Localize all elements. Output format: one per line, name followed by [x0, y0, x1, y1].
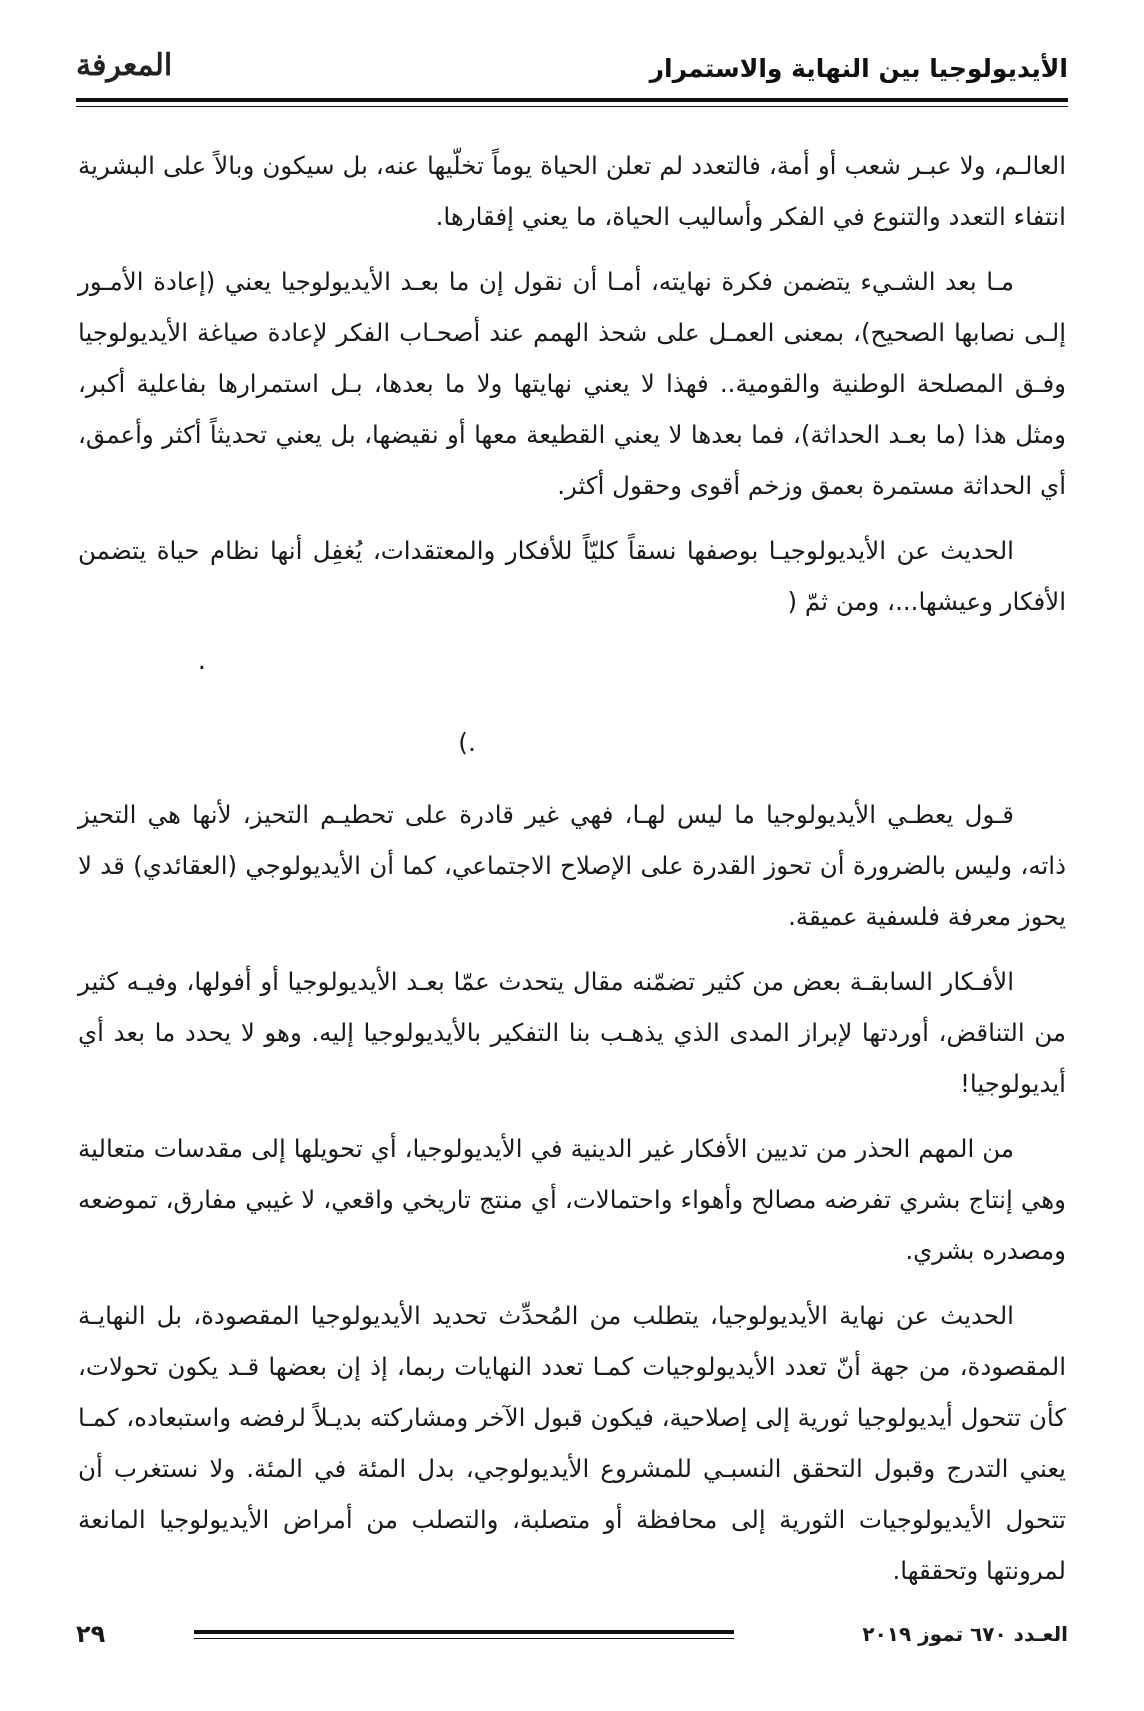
header-rule-thin	[76, 106, 1068, 107]
blank-gap	[78, 641, 1066, 779]
footer-rule-thick	[194, 1630, 734, 1634]
footer-rule-thin	[194, 1638, 734, 1639]
running-title: الأيديولوجيا بين النهاية والاستمرار	[649, 54, 1068, 83]
paragraph-1: العالـم، ولا عبـر شعب أو أمة، فالتعدد لم تعلن الحياة يوماً تخلّيها عنه، بل سيكون وبالاً على البشرية انتفاء التعدد والتنوع في الفكر وأساليب الحياة، ما يعني إفقارها.	[78, 151, 1066, 231]
page-header	[76, 44, 1068, 96]
page-footer	[76, 1620, 1068, 1660]
header-rule-thick	[76, 98, 1068, 102]
paragraph-2: مـا بعد الشـيء يتضمن فكرة نهايته، أمـا أن نقول إن ما بعـد الأيديولوجيا يعني (إعادة الأمـور إلـى نصابها الصحيح)، بمعنى العمـل على شحذ الهمم عند أصحـاب الفكر لإعادة صياغة الأيديولوجيا وفـق المصلحة الوطنية والقومية.. فهذا لا يعني نهايتها ولا ما بعدها، بـل استمرارها بفاعلية أكبر، ومثل هذا (ما بعـد الحداثة)، فما بعدها لا يعني القطيعة معها أو نقيضها، بل يعني تحديثاً أكثر وأعمق، أي الحداثة مستمرة بعمق وزخم أقوى وحقول أكثر.	[78, 267, 1066, 500]
paragraph-7: الحديث عن نهاية الأيديولوجيا، يتطلب من المُحدِّث تحديد الأيديولوجيا المقصودة، بل النهايـة المقصودة، من جهة أنّ تعدد الأيديولوجيات كمـا تعدد النهايات ربما، إذ إن بعضها قـد يكون تحولات، كأن تتحول أيديولوجيا ثورية إلى إصلاحية، فيكون قبول الآخر ومشاركته بديـلاً لرفضه واستبعاده، كمـا يعني التدرج وقبول التحقق النسبـي للمشروع الأيديولوجي، بدل المئة في المئة. ولا نستغرب أن تتحول الأيديولوجيات الثورية إلى محافظة أو متصلبة، والتصلب من أمراض الأيديولوجيا المانعة لمرونتها وتحققها.	[77, 1301, 1066, 1585]
page-number: ٢٩	[76, 1620, 106, 1648]
paragraph-5: الأفـكار السابقـة بعض من كثير تضمّنه مقال يتحدث عمّا بعـد الأيديولوجيا أو أفولها، وفيـه كثير من التناقض، أوردتها لإبراز المدى الذي يذهـب بنا التفكير بالأيديولوجيا إليه. وهو لا يحدد ما بعد أي أيديولوجيا!	[78, 967, 1066, 1098]
issue-info: العـدد ٦٧٠ تموز ٢٠١٩	[862, 1622, 1068, 1646]
body-text	[78, 140, 1066, 1610]
paragraph-6: من المهم الحذر من تديين الأفكار غير الدينية في الأيديولوجيا، أي تحويلها إلى مقدسات متعالية وهي إنتاج بشري تفرضه مصالح وأهواء واحتمالات، أي منتج تاريخي واقعي، لا غيبي مفارق، تموضعه ومصدره بشري.	[78, 1134, 1066, 1265]
stray-dot: .	[197, 646, 206, 676]
paragraph-4: قـول يعطـي الأيديولوجيا ما ليس لهـا، فهي غير قادرة على تحطيـم التحيز، لأنها هي التحيز ذاته، وليس بالضرورة أن تحوز القدرة على الإصلاح الاجتماعي، كما أن الأيديولوجي (العقائدي) قد لا يحوز معرفة فلسفية عميقة.	[78, 800, 1066, 931]
closing-fragment: .)	[458, 728, 476, 757]
magazine-logo: المعرفة	[76, 48, 173, 83]
paragraph-3: الحديث عن الأيديولوجيـا بوصفها نسقاً كليّاً للأفكار والمعتقدات، يُغفِل أنها نظام حياة يتضمن الأفكار وعيشها...، ومن ثمّ (	[78, 536, 1066, 616]
